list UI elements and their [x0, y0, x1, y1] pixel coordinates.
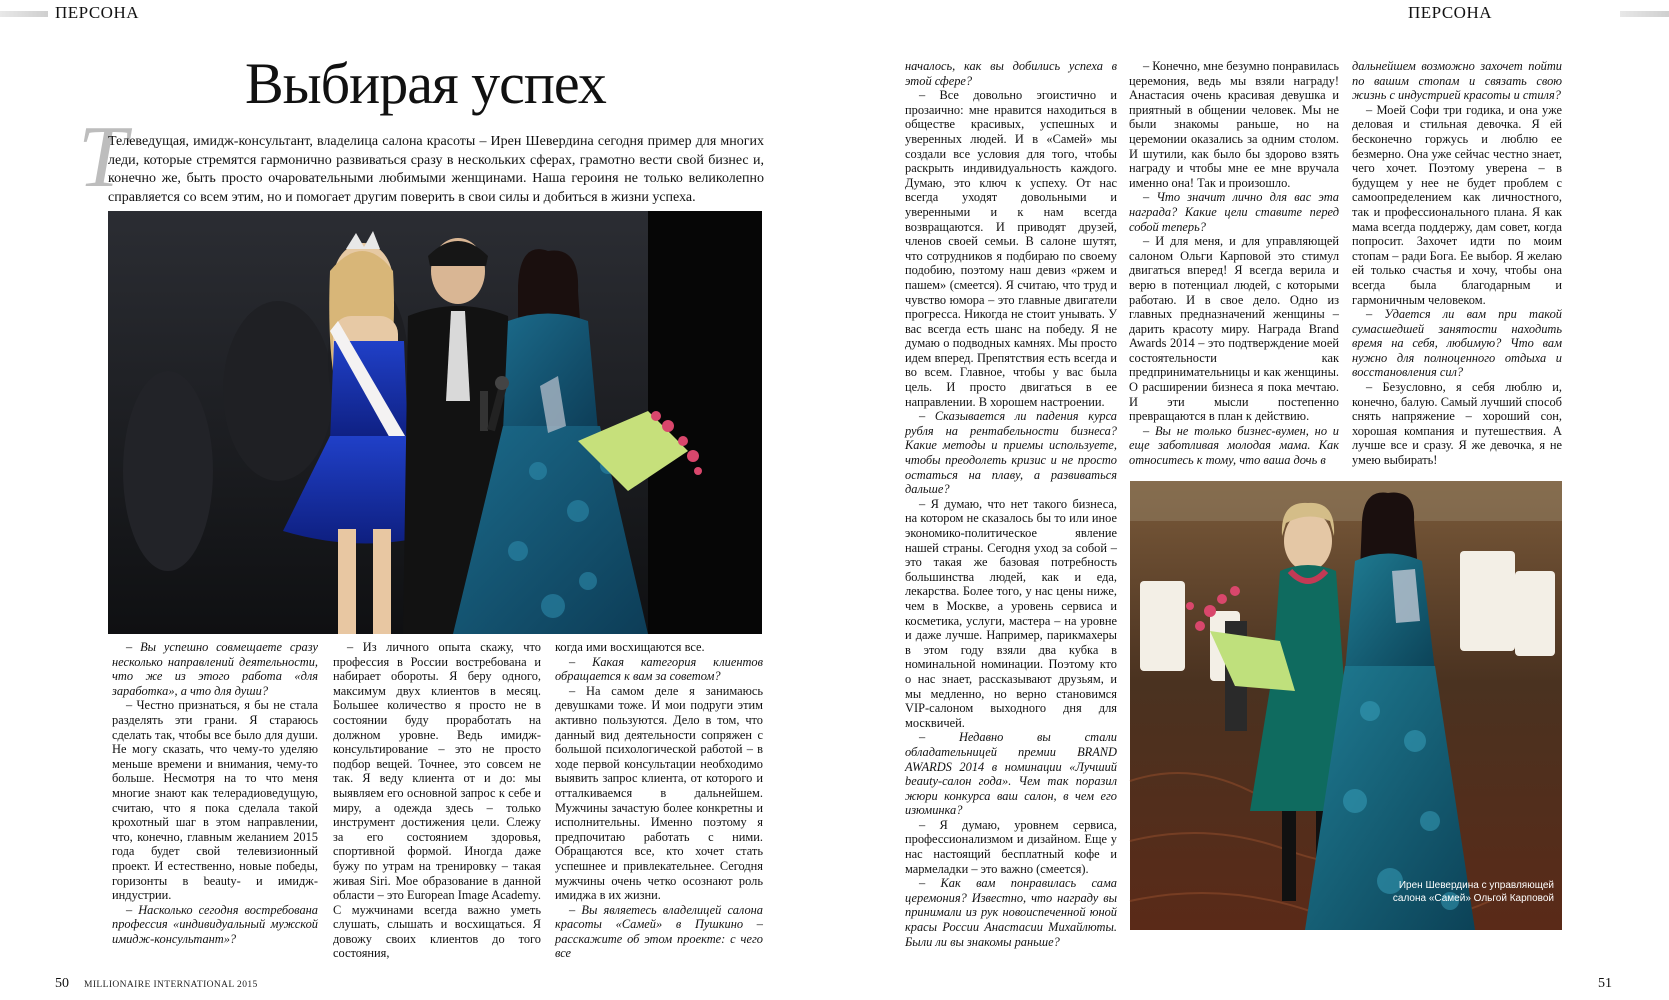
c5-p3: – Вы не только бизнес-вумен, но и еще заботливая молодая мама. Как относитесь к тому, что ваша дочь в	[1129, 423, 1339, 468]
column-6	[1352, 59, 1562, 479]
c3-p3: – Вы являетесь владелицей салона красоты «Самей» в Пушкино – расскажите об этом проекте: с чего все	[555, 902, 763, 961]
drop-cap: Т	[78, 109, 127, 206]
article-title: Выбирая успех	[245, 51, 606, 116]
c4-p0: началось, как вы добились успеха в этой сфере?	[905, 59, 1117, 88]
c1-p0: – Вы успешно совмещаете сразу несколько направлений деятельности, что же из этого работа «для заработка», а что для души?	[112, 640, 318, 698]
section-label-right: ПЕРСОНА	[1408, 3, 1492, 22]
page-number-right: 51	[1598, 976, 1612, 991]
c6-p3: – Безусловно, я себя люблю и, конечно, балую. Самый лучший способ снять напряжение – хороший сон, хорошая компания и путешествия. А лучше все и сразу. Я же девочка, я не умею выбирать!	[1352, 380, 1562, 468]
c3-p2: – На самом деле я занимаюсь девушками тоже. И мои подруги этим активно пользуются. Дело в том, что данный вид деятельности сопряжен с большой психологической работой – в ходе первой консультации необходимо выявить запрос клиента, от которого и отталкиваемся в дальнейшем. Мужчины зачастую более конкретны и исполнительны. Именно поэтому я предпочитаю работать с ними. Обращаются все, кто хочет стать успешнее и привлекательнее. Сегодня мужчины очень четко осознают роль имиджа в их жизни.	[555, 683, 763, 903]
award-photo	[1130, 481, 1562, 930]
c3-p0: когда ими восхищаются все.	[555, 640, 705, 654]
c5-p1: – Что значит лично для вас эта награда? Какие цели ставите перед собой теперь?	[1129, 190, 1339, 234]
header-rule-left	[0, 11, 48, 17]
column-5	[1129, 59, 1339, 479]
photo-caption-line2: салона «Самей» Ольгой Карповой	[1392, 893, 1554, 904]
column-2	[333, 640, 541, 961]
c1-p1: – Честно признаться, я бы не стала разделять эти грани. Я стараюсь сделать так, чтобы все было для души. Не могу сказать, что чему-то уделяю меньше времени и внимания, чему-то больше. Несмотря на то что меня многие знают как телерадиоведущую, считаю, что я пока сделала такой крохотный шаг в этом направлении, что, конечно, главным желанием 2015 года будет свой телевизионный проект. И естественно, новые победы, горизонты в beauty- и имидж-индустрии.	[112, 698, 318, 903]
c5-p0: – Конечно, мне безумно понравилась церемония, ведь мы взяли награду! Анастасия очень красивая девушка и приятный в общении человек. Мы не были знакомы раньше, но на церемонии оказались за одним столом. И шутили, как было бы здорово взять награду и чтобы мне ее мне вручала именно она! Так и произошло.	[1129, 59, 1339, 190]
header-rule-right	[1620, 11, 1669, 17]
page-number-left: 50	[55, 976, 69, 991]
magazine-name: MILLIONAIRE INTERNATIONAL 2015	[84, 980, 258, 990]
event-stage-photo	[108, 211, 762, 634]
c6-p1: – Моей Софи три годика, и она уже деловая и стильная девочка. Я ей бесконечно горжусь и люблю ее безмерно. Она уже сейчас честно знает, чего хочет. Поэтому уверена – в будущем у нее не будет проблем с самоопределением как личностного, так и профессионального плана. Я как мама всегда поддержу, дам совет, когда попросит. Захочет идти по моим стопам – ради Бога. Ее выбор. Я желаю ей только счастья и хочу, чтобы она всегда была благодарным и гармоничным человеком.	[1352, 102, 1562, 307]
c4-p6: – Как вам понравилась сама церемония? Известно, что награду вы принимали из рук новоиспеченной юной красы России Анастасии Михайлюты. Были ли вы знакомы раньше?	[905, 876, 1117, 949]
column-1	[112, 640, 318, 946]
c6-p0: дальнейшем возможно захочет пойти по вашим стопам и связать свою жизнь с индустрией красоты и стиля?	[1352, 59, 1562, 103]
c4-p4: – Недавно вы стали обладательницей премии BRAND AWARDS 2014 в номинации «Лучший beauty-салон года». Чем так поразил жюри конкурса ваш салон, в чем его изюминка?	[905, 730, 1117, 818]
c4-p5: – Я думаю, уровнем сервиса, профессионализмом и дизайном. Еще у нас настоящий бесплатный кофе и мармеладки – это важно (смеется).	[905, 817, 1117, 876]
c1-p2: – Насколько сегодня востребована профессия «индивидуальный мужской имидж-консультант»?	[112, 902, 318, 946]
c6-p2: – Удается ли вам при такой сумасшедшей занятости находить время на себя, любимую? Что вам нужно для полноценного отдыха и восстановления сил?	[1352, 307, 1562, 380]
c2-p0: – Из личного опыта скажу, что профессия в России востребована и набирает обороты. Я беру одного, максимум двух клиентов в месяц. Большее количество я просто не в состоянии буду проработать на должном уровне. Ведь имидж-консультирование – это не просто подбор вещей. Точнее, это совсем не так. Я веду клиента от и до: мы выявляем его основной запрос к себе и миру, а одежда здесь – только инструмент достижения цели. Слежу за его состоянием здоровья, спортивной формой. Иногда даже бужу по утрам на тренировку – такая живая Siri. Мое образование в данной области – это European Image Academy. С мужчинами всегда важно уметь слушать, слышать и восхищаться. Я довожу своих клиентов до того состояния,	[333, 640, 541, 961]
section-label-left: ПЕРСОНА	[55, 3, 139, 22]
c4-p1: – Все довольно эгоистично и прозаично: мне нравится находиться в обществе красивых, успешных и уверенных людей. И в «Самей» мы создали все условия для того, чтобы раскрыть индивидуальность каждого. Думаю, это ключ к успеху. От нас всегда уходят довольными и уверенными и к нам всегда возвращаются. И приводят друзей, членов своей семьи. В салоне шутят, что сотрудников я подбираю по своему подобию, поэтому наш девиз «ржем и пашем» (смеется). Я считаю, что труд и чувство юмора – это главные двигатели прогресса. Никогда не стоит унывать. У вас всегда есть шанс на победу. Я не думаю о подводных камнях. Мы просто идем вперед. Препятствия есть всегда и во всем. Главное, чтобы у вас была цель. И просто двигаться в ее направлении. В хорошем настроении.	[905, 88, 1117, 409]
c5-p2: – И для меня, и для управляющей салоном Ольги Карповой это стимул двигаться вперед! Я всегда верила и верю в потенциал людей, с которыми работаю. И в свое дело. Одно из главных предназначений женщины – дарить красоту миру. Награда Brand Awards 2014 – это подтверждение моей состоятельности как предпринимательницы и как женщины. О расширении бизнеса я пока мечтаю. И эти мысли постепенно превращаются в план к действию.	[1129, 234, 1339, 424]
c3-p1: – Какая категория клиентов обращается к вам за советом?	[555, 654, 763, 684]
article-lead: Телеведущая, имидж-консультант, владелица салона красоты – Ирен Шевердина сегодня пример для многих леди, которые стремятся гармонично развиваться сразу в нескольких сферах, грамотно вести свой бизнес и, конечно же, быть просто очаровательными любимыми женщинами. Наша героиня не только великолепно справляется со всем этим, но и помогает другим поверить в свои силы и добиться в жизни успеха.	[108, 134, 764, 205]
c4-p2: – Сказывается ли падения курса рубля на рентабельности бизнеса? Какие методы и приемы используете, чтобы преодолеть кризис и не просто остаться на плаву, а развиваться дальше?	[905, 409, 1117, 497]
c4-p3: – Я думаю, что нет такого бизнеса, на котором не сказалось бы то или иное экономико-политическое явление нашей страны. Сегодня уход за собой – это такая же базовая потребность большинства людей, как и еда, лекарства. Более того, у нас цены ниже, чем в Москве, а уровень сервиса и косметика, услуги, мастера – на уровне и даже лучше. Например, парикмахеры в этом году взяли два кубка в номинальной номинации. Поэтому кто о нас знает, рассказывают друзьям, и мы медленно, но верно становимся VIP-салоном выходного дня для москвичей.	[905, 496, 1117, 730]
photo-caption-line1: Ирен Шевердина с управляющей	[1398, 880, 1554, 891]
column-3	[555, 640, 763, 961]
column-4	[905, 59, 1117, 949]
